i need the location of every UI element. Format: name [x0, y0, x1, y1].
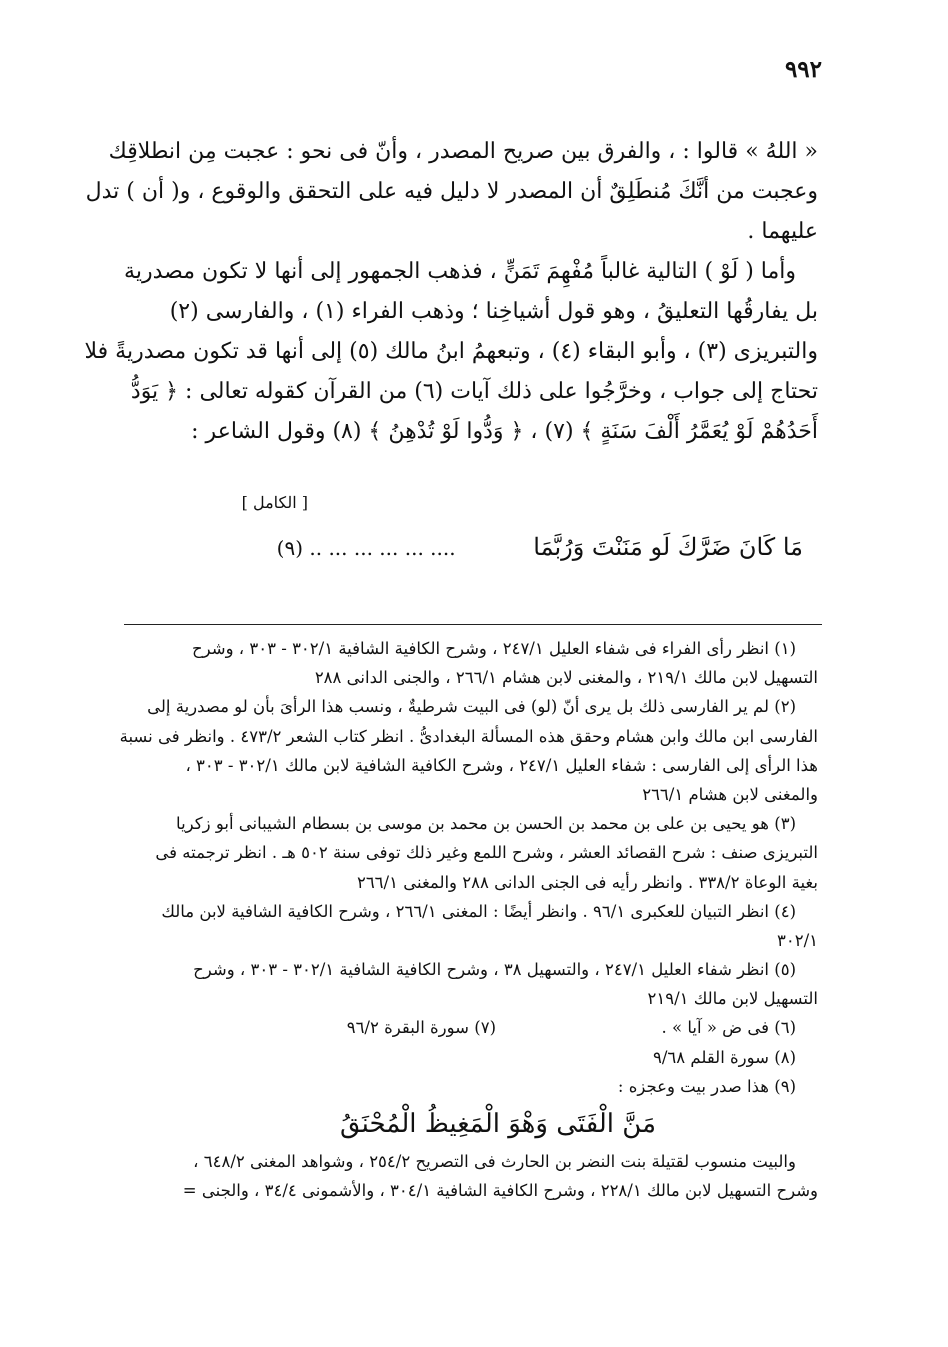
footnote-8: (٨) سورة القلم ٩/٦٨ [652, 1047, 796, 1067]
footnote-line: والبيت منسوب لقتيلة بنت النضر بن الحارث فى التصريح ٢٥٤/٢ ، وشواهد المغنى ٦٤٨/٢ ، [193, 1152, 796, 1171]
footnote-line: والمغنى لابن هشام ٢٦٦/١ [642, 784, 818, 804]
footnote-line: ٣٠٢/١ [776, 930, 818, 950]
footnote-line: الفارسى ابن مالك وابن هشام وحقق هذه المسألة البغدادىُّ . انظر كتاب الشعر ٤٧٣/٢ . وانظر فى نسبة [119, 726, 818, 746]
poetry-verse [277, 533, 803, 561]
footnote-line: (٣) هو يحيى بن على بن محمد بن الحسن بن محمد بن موسى بن بسطام الشيبانى أبو زكريا [176, 814, 796, 834]
verse-text: مَا كَانَ ضَرَّكَ لَو مَنَنْتَ وَرُبَّمَا [533, 533, 803, 561]
text-line: وأما ( لَوْ ) التالية غالباً مُفْهِمَ تَمَنٍّ ، فذهب الجمهور إلى أنها لا تكون مصدرية [124, 259, 796, 284]
footnote-line: التسهيل لابن مالك ٢١٩/١ ، والمغنى لابن هشام ٢٦٦/١ ، والجنى الدانى ٢٨٨ [314, 668, 818, 688]
main-text [84, 132, 818, 452]
footnote-line: هذا الرأى إلى الفارسى : شفاء العليل ٢٤٧/١ ، وشرح الكافية الشافية لابن مالك ٣٠٢/١ - ٣٠٣ ، [185, 755, 818, 775]
footnote-line: (٤) انظر التبيان للعكبرى ٩٦/١ . وانظر أيضًا : المغنى ٢٦٦/١ ، وشرح الكافية الشافية لابن مالك [161, 901, 796, 921]
verse-ellipsis: .... ... ... ... ... .. (٩) [276, 536, 456, 560]
footnote-separator [124, 624, 822, 625]
page-number: ٩٩٢ [784, 56, 822, 83]
footnote-9: (٩) هذا صدر بيت وعجزه : [617, 1076, 796, 1096]
footnote-hemistich: مَنَّ الْفَتَى وَهْوَ الْمَغِيظُ الْمُحْنَقُ [339, 1109, 657, 1139]
footnote-line: (٢) لم ير الفارسى ذلك بل يرى أنّ (لو) فى البيت شرطيةٌ ، ونسب هذا الرأىَ بأن لو مصدرية إلى [147, 697, 796, 717]
footnote-7: (٧) سورة البقرة ٩٦/٢ [346, 1018, 496, 1038]
text-line: أَحَدُهُمْ لَوْ يُعَمَّرُ أَلْفَ سَنَةٍ ﴾ (٧) ، ﴿ وَدُّوا لَوْ تُدْهِنُ ﴾ (٨) وقول الشاعر : [191, 419, 818, 444]
footnote-6: (٦) فى ض « آيا » . [661, 1018, 796, 1038]
text-line: وعجبت من أنَّكَ مُنطَلِقٌ أن المصدر لا دليل فيه على التحقق والوقوع ، و( أن ) تدل [85, 179, 818, 204]
footnote-line: (٥) انظر شفاء العليل ٢٤٧/١ ، والتسهيل ٣٨ ، وشرح الكافية الشافية ٣٠٢/١ - ٣٠٣ ، وشرح [193, 960, 796, 980]
footnote-line: بغية الوعاة ٣٣٨/٢ . وانظر رأيه فى الجنى الدانى ٢٨٨ والمغنى ٢٦٦/١ [356, 872, 818, 892]
text-line: تحتاج إلى جواب ، وخرَّجُوا على ذلك آيات (٦) من القرآن كقوله تعالى : ﴿ يَوَدُّ [130, 379, 818, 404]
footnote-line: (١) انظر رأى الفراء فى شفاء العليل ٢٤٧/١ ، وشرح الكافية الشافية ٣٠٢/١ - ٣٠٣ ، وشرح [192, 639, 796, 658]
footnote-line: وشرح التسهيل لابن مالك ٢٢٨/١ ، وشرح الكافية الشافية ٣٠٤/١ ، والأشمونى ٣٤/٤ ، والجنى = [182, 1181, 818, 1201]
footnote-line: التسهيل لابن مالك ٢١٩/١ [647, 989, 818, 1009]
footnote-line: التبريزى صنف : شرح القصائد العشر ، وشرح اللمع وغير ذلك توفى سنة ٥٠٢ هـ . انظر ترجمته فى [155, 843, 818, 863]
text-line: « اللهُ » قالوا : ، والفرق بين صريح المصدر ، وأنّ فى نحو : عجبت مِن انطلاقِك [108, 139, 818, 164]
footnotes [118, 634, 818, 1205]
footnote-pair [118, 1013, 818, 1042]
text-line: عليهما . [747, 219, 818, 244]
poetic-meter-label: [ الكامل ] [241, 493, 308, 512]
text-line: والتبريزى (٣) ، وأبو البقاء (٤) ، وتبعهمُ ابنُ مالك (٥) إلى أنها قد تكون مصدريةً فلا [84, 339, 818, 364]
text-line: بل يفارقُها التعليقُ ، وهو قول أشياخِنا ؛ وذهب الفراء (١) ، والفارسى (٢) [169, 299, 818, 324]
